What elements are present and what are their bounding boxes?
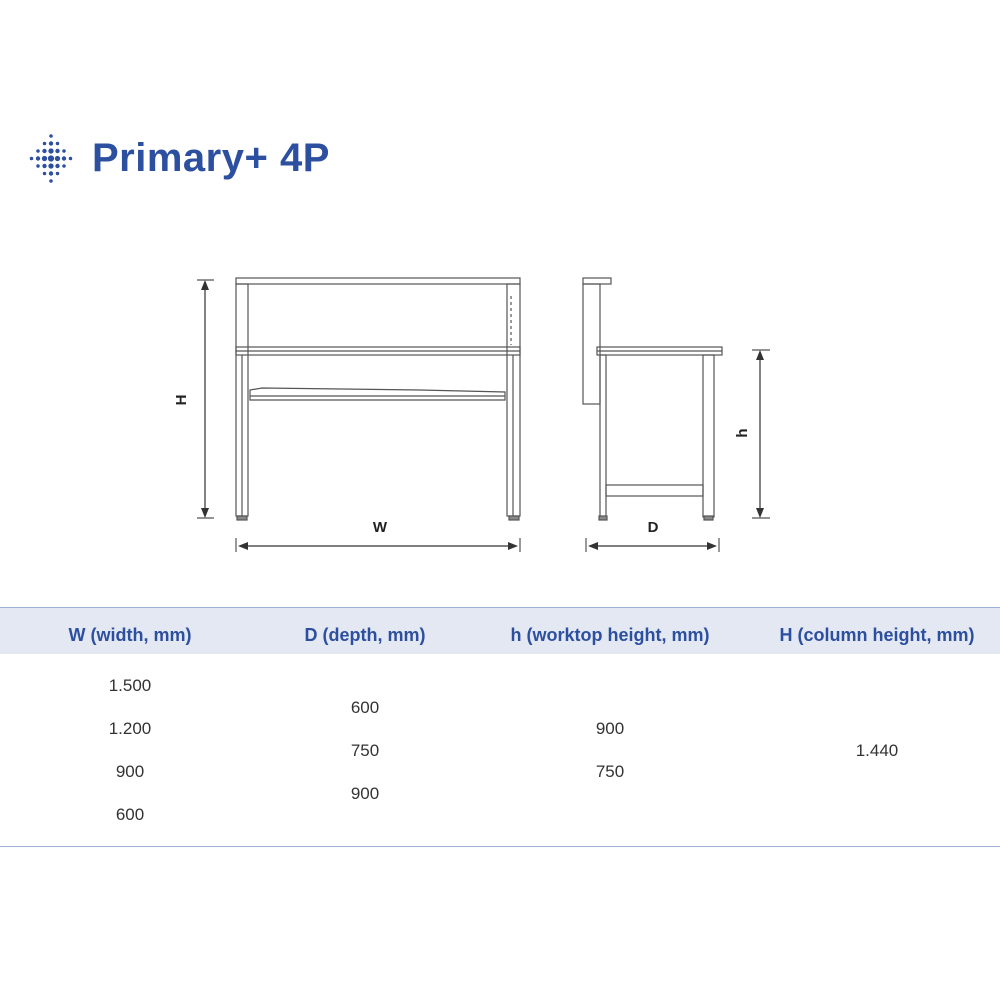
depth-label-D: D <box>647 519 659 536</box>
header-width: W (width, mm) <box>68 625 192 645</box>
table-cell: 600 <box>115 805 145 824</box>
table-cell: 1.200 <box>108 719 152 738</box>
header-worktop-height: h (worktop height, mm) <box>510 625 710 645</box>
column-height-values <box>757 654 997 846</box>
width-label-W: W <box>372 519 388 536</box>
spec-table <box>0 607 1000 847</box>
table-cell: 900 <box>595 719 625 738</box>
header-depth: D (depth, mm) <box>304 625 426 645</box>
table-cell: 750 <box>350 740 380 760</box>
height-label-h: h <box>734 428 751 438</box>
table-cell: 900 <box>350 783 380 803</box>
height-label-H: H <box>173 394 190 406</box>
table-cell: 1.440 <box>855 740 899 760</box>
width-values <box>30 654 230 846</box>
header-column-height: H (column height, mm) <box>779 625 975 645</box>
table-cell: 600 <box>350 697 380 717</box>
front-view <box>197 278 520 552</box>
table-body <box>0 654 1000 847</box>
worktop-height-values <box>490 654 730 846</box>
table-cell: 900 <box>115 762 145 781</box>
product-title: Primary+ 4P <box>92 136 330 180</box>
side-view <box>583 278 770 552</box>
table-cell: 1.500 <box>108 676 152 695</box>
depth-values <box>265 654 465 846</box>
table-cell: 750 <box>595 762 625 781</box>
table-header <box>0 607 1000 654</box>
